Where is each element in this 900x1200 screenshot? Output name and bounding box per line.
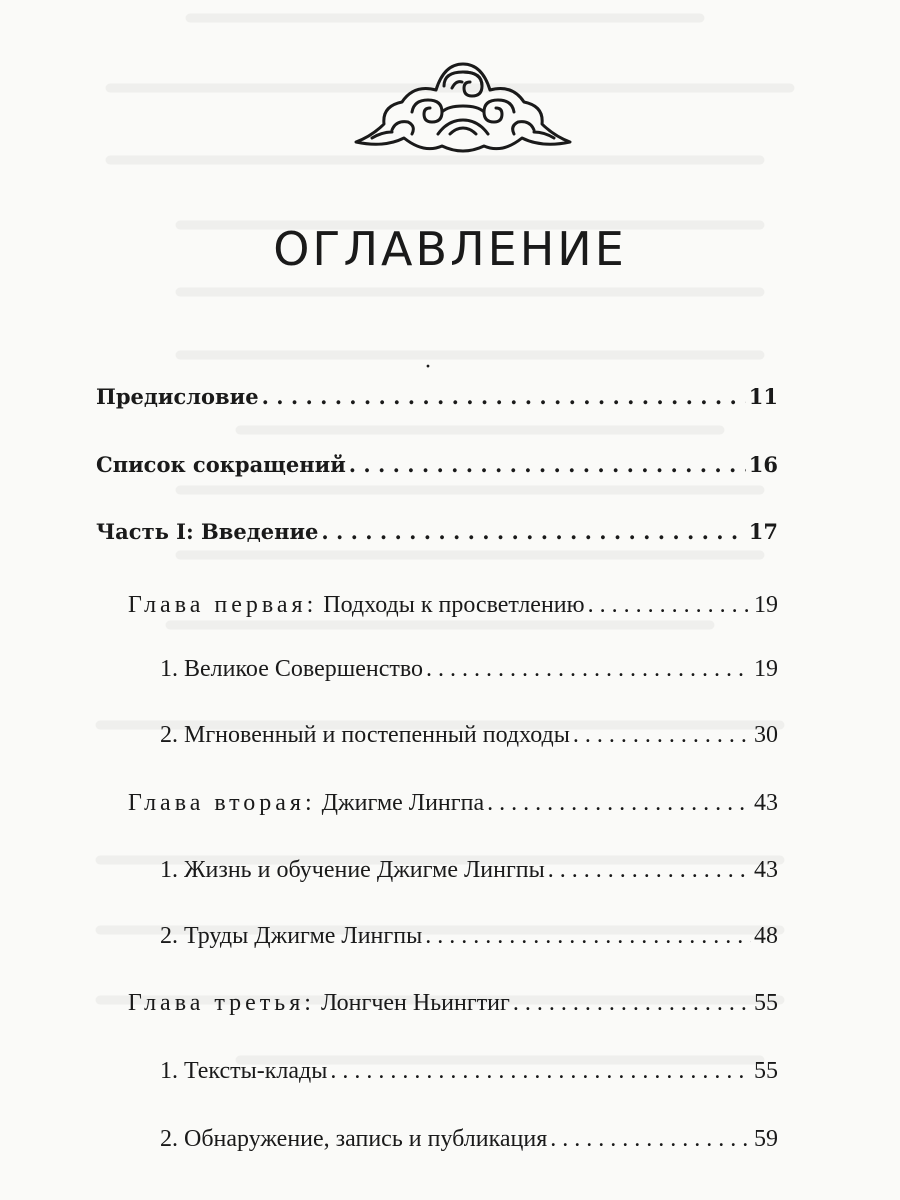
chapter-title: Подходы к просветлению <box>323 592 585 618</box>
toc-entry-label <box>128 988 510 1018</box>
dot-leader <box>550 1124 751 1154</box>
toc-entry-abbreviations[interactable] <box>96 450 778 480</box>
dot-leader <box>330 1056 751 1086</box>
chapter-title: Лонгчен Ньингтиг <box>320 990 510 1016</box>
dot-leader <box>349 450 746 480</box>
toc-entry-page: 11 <box>748 384 778 409</box>
toc-entry-label: 1. Жизнь и обучение Джигме Лингпы <box>160 857 545 883</box>
toc-entry-label: 2. Мгновенный и постепенный подходы <box>160 722 570 748</box>
toc-entry-section[interactable] <box>160 1056 778 1086</box>
toc-entry-section[interactable] <box>160 1124 778 1154</box>
toc-entry-label: Список сокращений <box>96 452 346 477</box>
dot-leader <box>321 517 745 547</box>
toc-entry-section[interactable] <box>160 921 778 951</box>
toc-entry-label: 1. Тексты-клады <box>160 1058 328 1084</box>
toc-entry-page: 55 <box>754 990 778 1016</box>
toc-entry-label: Предисловие <box>96 384 259 409</box>
chapter-prefix: Глава третья: <box>128 990 315 1016</box>
toc-entry-label: 2. Обнаружение, запись и публикация <box>160 1126 548 1152</box>
page-title: ОГЛАВЛЕНИЕ <box>273 222 627 276</box>
toc-entry-page: 19 <box>754 656 778 682</box>
dot-leader <box>426 654 751 684</box>
toc-entry-section[interactable] <box>160 654 778 684</box>
toc-entry-section[interactable] <box>160 855 778 885</box>
toc-entry-page: 30 <box>754 722 778 748</box>
toc-entry-page: 59 <box>754 1126 778 1152</box>
toc-entry-label: 1. Великое Совершенство <box>160 656 424 682</box>
toc-entry-label <box>128 590 585 620</box>
toc-entry-label: Часть I: Введение <box>96 519 319 544</box>
dot-leader <box>573 720 751 750</box>
dot-leader <box>548 855 751 885</box>
dot-leader <box>513 988 751 1018</box>
chapter-prefix: Глава первая: <box>128 592 318 618</box>
toc-entry-page: 43 <box>754 790 778 816</box>
toc-entry-label <box>128 788 484 818</box>
toc-entry-chapter-three[interactable] <box>128 988 778 1018</box>
toc-entry-page: 17 <box>748 519 778 544</box>
dot-leader <box>588 590 751 620</box>
toc-entry-section[interactable] <box>160 720 778 750</box>
toc-entry-page: 43 <box>754 857 778 883</box>
toc-entry-page: 48 <box>754 923 778 949</box>
chapter-prefix: Глава вторая: <box>128 790 316 816</box>
toc-entry-label: 2. Труды Джигме Лингпы <box>160 923 423 949</box>
toc-entry-chapter-one[interactable] <box>128 590 778 620</box>
toc-entry-chapter-two[interactable] <box>128 788 778 818</box>
dot-leader <box>425 921 751 951</box>
toc-entry-page: 16 <box>748 452 778 477</box>
stray-mark: · <box>424 354 432 380</box>
dot-leader <box>487 788 751 818</box>
toc-entry-preface[interactable] <box>96 382 778 412</box>
toc-entry-page: 19 <box>754 592 778 618</box>
toc-entry-page: 55 <box>754 1058 778 1084</box>
chapter-title: Джигме Лингпа <box>321 790 485 816</box>
toc-entry-part-one[interactable] <box>96 517 778 547</box>
dot-leader <box>262 382 746 412</box>
